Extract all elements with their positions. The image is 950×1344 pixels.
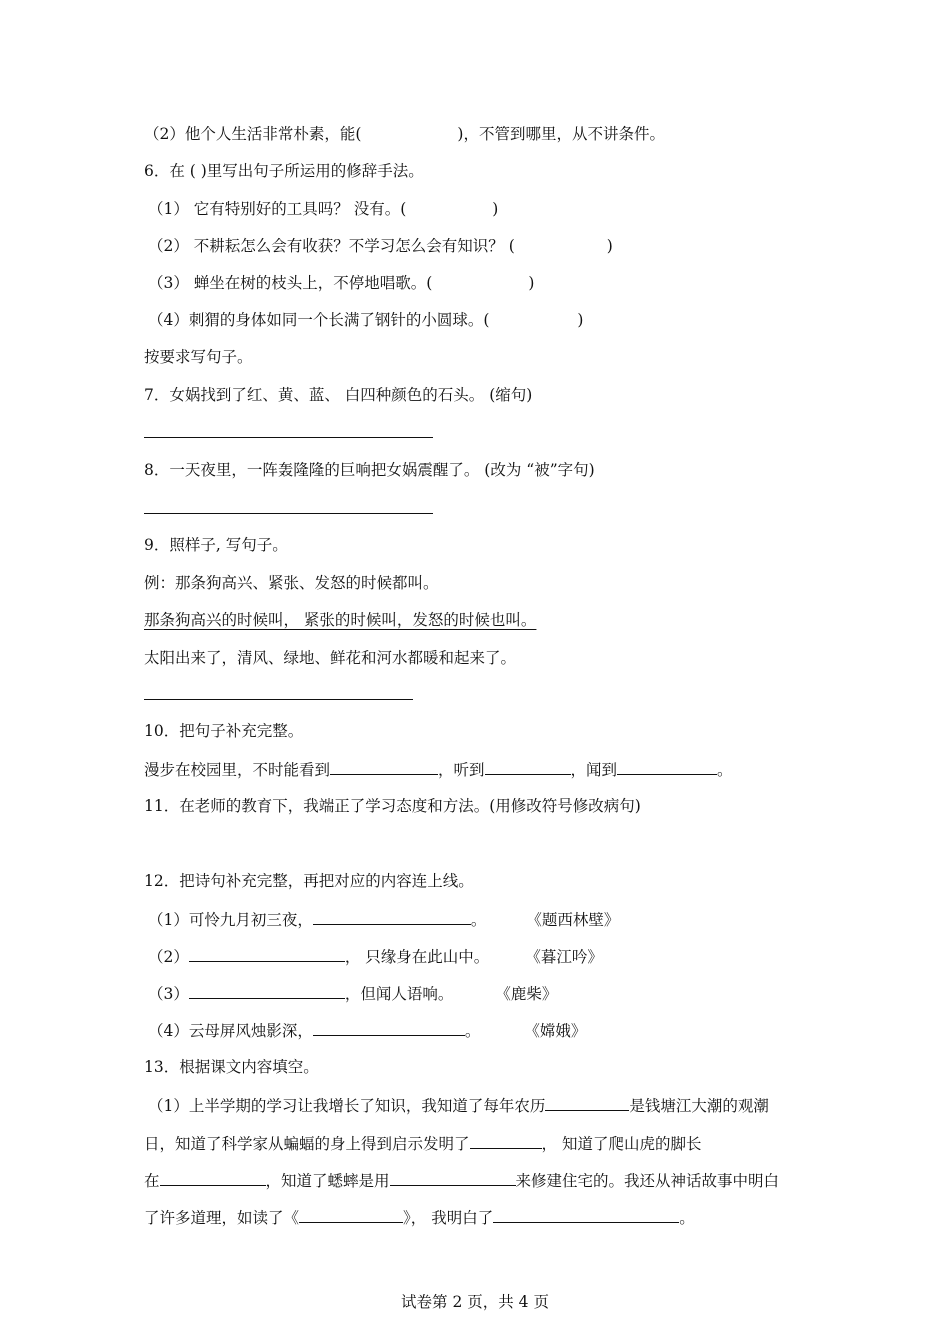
q11-text: 11．在老师的教育下，我端正了学习态度和方法。(用修改符号修改病句)	[144, 797, 641, 815]
q13-blank-cricket[interactable]	[390, 1169, 516, 1186]
q13-text-3c: 来修建住宅的。我还从神话故事中明白	[515, 1172, 780, 1190]
q12-item-4-end: 。	[464, 1022, 481, 1040]
q13-text-4c: 。	[679, 1209, 695, 1227]
q12-item-1-end: 。	[470, 911, 487, 929]
q12-item-3-text: （3）	[148, 985, 189, 1003]
q12-item-4-blank[interactable]	[313, 1019, 465, 1036]
q9-model-sentence: 那条狗高兴的时候叫， 紧张的时候叫，发怒的时候也叫。	[144, 611, 537, 629]
q13-text-2b: ， 知道了爬山虎的脚长	[541, 1135, 702, 1153]
q10-blank-smell[interactable]	[617, 758, 717, 775]
q10-text-2: ，听到	[438, 761, 485, 779]
q8-answer-line[interactable]	[144, 513, 433, 514]
q13-title: 13．根据课文内容填空。	[144, 1058, 319, 1076]
q12-item-1-blank[interactable]	[313, 908, 471, 925]
q9-example: 例：那条狗高兴、紧张、发怒的时候都叫。	[144, 574, 439, 592]
q13-text-3a: 在	[144, 1172, 160, 1190]
q9-title: 9．照样子, 写句子。	[144, 536, 288, 554]
q13-line-4	[144, 1206, 695, 1229]
q6-item-3-text: （3） 蝉坐在树的枝头上，不停地唱歌。(	[148, 274, 433, 292]
q13-line-3	[144, 1169, 779, 1192]
q6-item-1-close: )	[492, 200, 499, 218]
q12-item-4	[148, 1019, 586, 1042]
q12-item-2-blank[interactable]	[189, 945, 345, 962]
q13-line-2	[144, 1132, 701, 1155]
q5-item-2-text-b: )，不管到哪里，从不讲条件。	[457, 125, 665, 143]
q5-item-2-text-a: （2）他个人生活非常朴素，能(	[144, 125, 362, 143]
q13-text-1b: 是钱塘江大潮的观潮	[629, 1097, 769, 1115]
q8-text: 8．一天夜里，一阵轰隆隆的巨响把女娲震醒了。 (改为 “被”字句)	[144, 461, 595, 479]
q9-answer-line[interactable]	[144, 699, 413, 700]
q5-item-2	[144, 123, 665, 145]
q12-item-2	[148, 945, 603, 968]
q10-text-4: 。	[717, 761, 733, 779]
q10-blank-hear[interactable]	[485, 758, 571, 775]
q13-text-4a: 了许多道理，如读了《	[144, 1209, 300, 1227]
q13-blank-lesson[interactable]	[493, 1206, 679, 1223]
q12-item-2-end: ， 只缘身在此山中。	[344, 948, 490, 966]
q6-item-3-close: )	[528, 274, 535, 292]
section-title: 按要求写句子。	[144, 348, 253, 366]
q10-text-1: 漫步在校园里，不时能看到	[144, 761, 331, 779]
q13-blank-feet[interactable]	[160, 1169, 266, 1186]
q6-item-4	[148, 309, 583, 331]
q13-line-1	[148, 1094, 769, 1117]
q12-poem-2[interactable]: 《暮江吟》	[525, 948, 603, 966]
q10-blank-see[interactable]	[330, 758, 438, 775]
q13-text-2a: 日，知道了科学家从蝙蝠的身上得到启示发明了	[144, 1135, 470, 1153]
q12-item-1-text: （1）可怜九月初三夜，	[148, 911, 313, 929]
q13-text-1a: （1）上半学期的学习让我增长了知识，我知道了每年农历	[148, 1097, 546, 1115]
q12-item-3-blank[interactable]	[189, 982, 345, 999]
q10-text-3: ，闻到	[570, 761, 618, 779]
q13-text-3b: ，知道了蟋蟀是用	[265, 1172, 390, 1190]
q6-item-2-text: （2） 不耕耘怎么会有收获？不学习怎么会有知识？ (	[148, 237, 515, 255]
q6-item-1-text: （1） 它有特别好的工具吗？ 没有。(	[148, 200, 407, 218]
q7-text: 7．女娲找到了红、黄、蓝、 白四种颜色的石头。 (缩句)	[144, 386, 533, 404]
q6-item-4-close: )	[577, 311, 584, 329]
q6-item-2-close: )	[606, 237, 613, 255]
page-footer: 试卷第 2 页，共 4 页	[401, 1293, 549, 1311]
q12-item-3	[148, 982, 557, 1005]
q12-poem-4[interactable]: 《嫦娥》	[524, 1022, 587, 1040]
q13-blank-invention[interactable]	[470, 1132, 542, 1149]
q9-task: 太阳出来了，清风、绿地、鲜花和河水都暖和起来了。	[144, 649, 517, 667]
q6-item-3	[148, 272, 534, 294]
q13-blank-date[interactable]	[545, 1094, 629, 1111]
q12-item-4-text: （4）云母屏风烛影深，	[148, 1022, 313, 1040]
q6-item-2	[148, 235, 613, 257]
q12-poem-1[interactable]: 《题西林壁》	[526, 911, 620, 929]
q13-text-4b: 》， 我明白了	[403, 1209, 494, 1227]
q6-item-4-text: （4）刺猬的身体如同一个长满了钢针的小圆球。(	[148, 311, 490, 329]
q13-blank-myth[interactable]	[299, 1206, 403, 1223]
q12-poem-3[interactable]: 《鹿柴》	[495, 985, 558, 1003]
q12-item-1	[148, 908, 619, 931]
q10-title: 10．把句子补充完整。	[144, 722, 304, 740]
q12-item-3-end: ，但闻人语响。	[344, 985, 454, 1003]
q12-item-2-text: （2）	[148, 948, 189, 966]
q10-sentence	[144, 758, 733, 781]
q12-title: 12．把诗句补充完整，再把对应的内容连上线。	[144, 872, 474, 890]
q6-item-1	[148, 198, 498, 220]
q7-answer-line[interactable]	[144, 437, 433, 438]
q6-title: 6．在 ( )里写出句子所运用的修辞手法。	[144, 162, 424, 180]
